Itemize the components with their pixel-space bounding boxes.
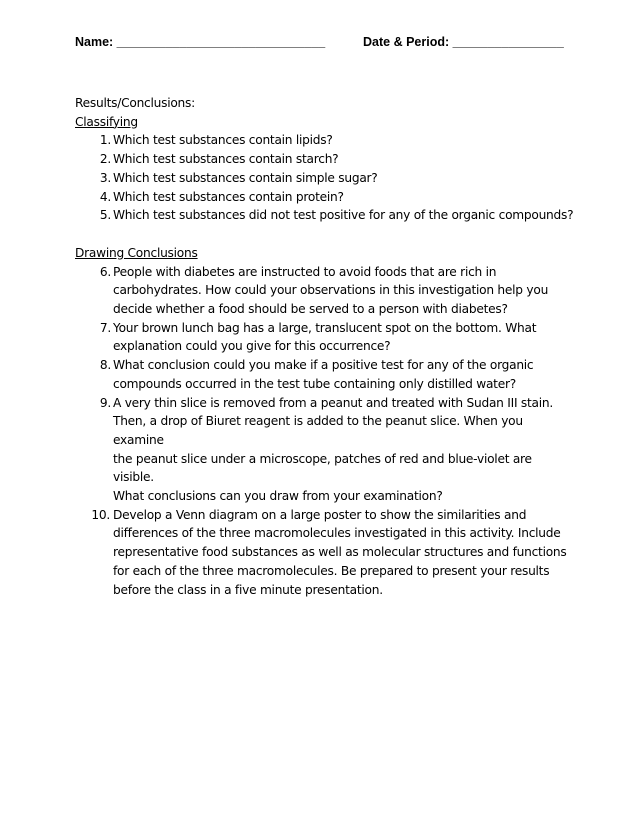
question-item	[75, 356, 575, 393]
date-period-field-label: Date & Period: ________________	[363, 35, 564, 49]
question-line: for each of the three macromolecules. Be prepared to present your results	[113, 563, 550, 578]
question-line: decide whether a food should be served to a person with diabetes?	[113, 302, 508, 317]
question-line: Your brown lunch bag has a large, translucent spot on the bottom. What	[113, 320, 537, 335]
question-line: the peanut slice under a microscope, patches of red and blue-violet are visible.	[113, 451, 532, 485]
results-heading: Results/Conclusions:	[75, 96, 195, 110]
question-number: 3.	[99, 170, 111, 185]
section-spacer	[75, 225, 575, 244]
question-line: A very thin slice is removed from a peanut and treated with Sudan III stain.	[113, 395, 553, 410]
question-item	[75, 188, 575, 207]
question-item	[75, 169, 575, 188]
name-field-label: Name: ______________________________	[75, 35, 326, 49]
question-item	[75, 131, 575, 150]
question-line: compounds occurred in the test tube containing only distilled water?	[113, 376, 516, 391]
question-line: Develop a Venn diagram on a large poster to show the similarities and	[113, 507, 527, 522]
question-number: 8.	[99, 358, 111, 373]
question-number: 1.	[99, 133, 111, 148]
question-number: 7.	[99, 320, 111, 335]
question-line: explanation could you give for this occurrence?	[113, 339, 391, 354]
question-line: before the class in a five minute presentation.	[113, 582, 383, 597]
question-number: 9.	[99, 395, 111, 410]
question-text: Which test substances contain simple sugar?	[113, 170, 378, 185]
question-line: representative food substances as well as molecular structures and functions	[113, 545, 567, 560]
question-line: differences of the three macromolecules investigated in this activity. Include	[113, 526, 561, 541]
drawing-conclusions-heading: Drawing Conclusions	[75, 245, 198, 260]
question-number: 2.	[99, 152, 111, 167]
worksheet-body	[75, 94, 575, 599]
question-item	[75, 150, 575, 169]
question-text: Which test substances contain starch?	[113, 152, 339, 167]
question-number: 6.	[99, 264, 111, 279]
question-number: 5.	[99, 208, 111, 223]
question-item	[75, 263, 575, 319]
question-line: What conclusion could you make if a positive test for any of the organic	[113, 358, 534, 373]
drawing-conclusions-list	[75, 263, 575, 600]
question-text: Which test substances contain lipids?	[113, 133, 333, 148]
question-text: Which test substances contain protein?	[113, 189, 344, 204]
question-line: carbohydrates. How could your observations in this investigation help you	[113, 283, 549, 298]
question-number: 4.	[99, 189, 111, 204]
question-line: Then, a drop of Biuret reagent is added to the peanut slice. When you examine	[113, 414, 523, 447]
question-item	[75, 206, 575, 225]
question-item	[75, 394, 575, 506]
question-number: 10.	[91, 507, 110, 522]
classifying-heading: Classifying	[75, 114, 138, 129]
question-text: Which test substances did not test positive for any of the organic compounds?	[113, 208, 574, 223]
classifying-list	[75, 131, 575, 225]
question-line: What conclusions can you draw from your examination?	[113, 489, 443, 504]
question-line: People with diabetes are instructed to avoid foods that are rich in	[113, 264, 497, 279]
question-item	[75, 319, 575, 356]
question-item	[75, 506, 575, 600]
